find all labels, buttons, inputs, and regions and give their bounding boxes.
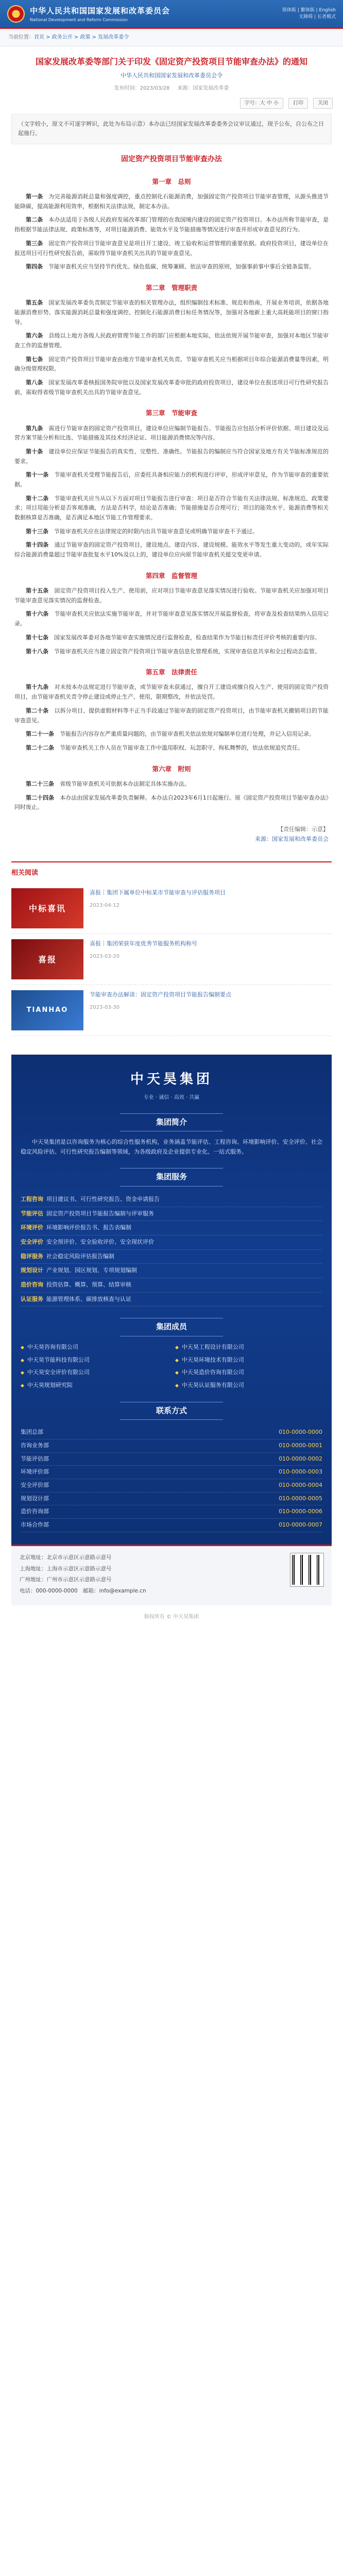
service-tag: 节能评估 bbox=[21, 1210, 43, 1217]
article-label: 第十四条 bbox=[26, 541, 49, 549]
company-advertisement bbox=[11, 1055, 332, 1544]
article-paragraph bbox=[14, 683, 329, 702]
document-tools bbox=[0, 98, 343, 114]
article-text: 本办法适用于各级人民政府发展改革部门管理的在我国境内建设的固定资产投资项目。本办法所称节能审查，是指根据节能法律法规、政策标准等，对项目能源消费、能效水平及节能措施等情况进行审查并形成审查意见的行为。 bbox=[14, 216, 329, 233]
related-thumbnail[interactable]: TIANHAO bbox=[11, 990, 83, 1030]
service-text: 投资估算、概算、预算、结算审核 bbox=[46, 1281, 131, 1289]
contact-name: 集团总部 bbox=[21, 1429, 43, 1436]
chapter-heading: 第一章 总则 bbox=[152, 177, 191, 185]
article-text: 国家发展改革委负责制定节能审查的相关管理办法，组织编制技术标准、规范和指南，开展业务培训，依据各地能源消费形势、落实能源消耗总量和强度调控、控制化石能源消费目标任务情况等，加强对各地新上重大高耗能项目的窗口指导。 bbox=[14, 299, 329, 326]
article-text: 节能审查机关工作人员在节能审查工作中滥用职权、玩忽职守、徇私舞弊的，依法依规追究责任。 bbox=[60, 744, 303, 751]
service-item bbox=[21, 1235, 322, 1250]
article-text: 节能报告内容存在严重质量问题的，由节能审查机关依法依规对编制单位进行处理，并记入信用记录。 bbox=[60, 731, 315, 738]
related-thumbnail[interactable]: 喜报 bbox=[11, 939, 83, 979]
regulation-title: 固定资产投资项目节能审查办法 bbox=[121, 155, 222, 164]
address-line-3: 广州地址：广州市示意区示意路示意号 bbox=[20, 1577, 112, 1583]
breadcrumb-path[interactable]: 首页 > 政务公开 > 政策 > 发展改革委令 bbox=[34, 35, 129, 40]
article-label: 第十二条 bbox=[26, 495, 49, 502]
contact-row bbox=[21, 1519, 322, 1532]
article-text: 县级以上地方各级人民政府管理节能工作的部门应根据本地实际，依法依规开展节能审查，加强对本地区节能审查工作的监督管理。 bbox=[14, 332, 329, 349]
article-paragraph bbox=[14, 633, 329, 643]
article-text: 固定资产投资项目节能审查由地方节能审查机关负责。节能审查机关应当根据项目年综合能源消费量等因素，明确分级管理权限。 bbox=[14, 355, 329, 372]
article-text: 节能审查机关应依法实施节能审查，并对节能审查意见落实情况开展监督检查，将审查及检查结果纳入信用记录。 bbox=[14, 611, 329, 628]
article-paragraph bbox=[14, 239, 329, 258]
site-title[interactable]: 中华人民共和国国家发展和改革委员会 bbox=[30, 6, 170, 15]
site-subtitle: National Development and Reform Commission bbox=[30, 18, 128, 23]
contact-phone[interactable]: 010-0000-0002 bbox=[279, 1455, 322, 1462]
article-text: 建设单位应保证节能报告的真实性、完整性、准确性。节能报告的编制应当符合国家及地方有关节能标准规范的要求。 bbox=[14, 448, 329, 465]
copyright: 版权所有 © 中天昊集团 bbox=[144, 1614, 199, 1620]
article-label: 第十七条 bbox=[26, 634, 48, 641]
article-label: 第四条 bbox=[26, 263, 43, 270]
contact-heading: 联系方式 bbox=[120, 1402, 223, 1420]
contact-row bbox=[21, 1493, 322, 1506]
article-text: 节能审查机关应当坚持节约优先、绿色低碳、统筹兼顾、依法审查的原则，加强事前事中事后全链条监管。 bbox=[48, 263, 315, 270]
related-text bbox=[90, 939, 197, 979]
article-text: 需进行节能审查的固定资产投资项目，建设单位应编制节能报告。节能报告应包括分析评价依据、项目建设及运营方案节能分析和比选、节能措施及其技术经济论证、项目能源消费情况等内容。 bbox=[14, 425, 329, 442]
article-label: 第六条 bbox=[26, 332, 43, 340]
site-title-group bbox=[25, 5, 170, 23]
member-item: ◆ 中天昊节能科技有限公司 bbox=[21, 1355, 168, 1365]
address-line-2: 上海地址：上海市示意区示意路示意号 bbox=[20, 1565, 112, 1572]
article-label: 第十三条 bbox=[26, 528, 48, 535]
related-text bbox=[90, 888, 226, 928]
article-text: 省级节能审查机关可依据本办法制定具体实施办法。 bbox=[60, 780, 190, 787]
article-text: 通过节能审查的固定资产投资项目，建设地点、建设内容、建设规模、能效水平等发生重大变动的，或年实际综合能源消费量超过节能审查批复水平10%及以上的，建设单位应向原节能审查机关提交变更申请。 bbox=[14, 541, 329, 558]
breadcrumb bbox=[0, 29, 343, 46]
article-label: 第七条 bbox=[26, 355, 43, 363]
service-tag: 环境评价 bbox=[21, 1224, 43, 1231]
document-meta bbox=[10, 84, 333, 93]
service-tag: 规划设计 bbox=[21, 1267, 43, 1274]
contact-name: 市场合作部 bbox=[21, 1521, 49, 1529]
article-paragraph bbox=[14, 647, 329, 657]
article-paragraph bbox=[14, 470, 329, 489]
close-button[interactable]: 关闭 bbox=[313, 98, 333, 109]
article-label: 第九条 bbox=[26, 425, 43, 432]
article-paragraph bbox=[14, 793, 329, 812]
article-paragraph bbox=[14, 706, 329, 725]
article-text: 以拆分项目、提供虚假材料等不正当手段通过节能审查的固定资产投资项目，由节能审查机关撤销项目的节能审查意见。 bbox=[14, 707, 329, 724]
article-text: 国家发展改革委对各地节能审查实施情况进行监督检查，检查结果作为节能目标责任评价考核的重要内容。 bbox=[54, 634, 320, 641]
article-label: 第十六条 bbox=[26, 611, 49, 618]
article-label: 第二十二条 bbox=[26, 744, 54, 751]
company-intro: 中天昊集团是以咨询服务为核心的综合性服务机构，业务涵盖节能评估、工程咨询、环境影响评价、安全评价、社会稳定风险评估、可行性研究报告编制等领域，为各级政府及企业提供专业化、一站式服务。 bbox=[21, 1139, 322, 1155]
accessibility-links[interactable]: 无障碍 | 长者模式 bbox=[299, 14, 336, 20]
article-text: 节能审查机关应在法律规定的时限内出具节能审查意见或明确节能审查不予通过。 bbox=[54, 528, 258, 535]
document-subtitle: 中华人民共和国国家发展和改革委员会令 bbox=[121, 72, 222, 79]
article-paragraph bbox=[14, 215, 329, 234]
related-item[interactable] bbox=[11, 883, 332, 934]
article-paragraph bbox=[14, 447, 329, 466]
contact-phone[interactable]: 010-0000-0003 bbox=[279, 1468, 322, 1476]
article-label: 第五条 bbox=[26, 299, 43, 307]
contact-name: 规划设计部 bbox=[21, 1495, 49, 1502]
article-text: 固定资产投资项目投入生产、使用前，应对项目节能审查意见落实情况进行验收。节能审查机关应加强对项目节能审查意见落实情况的监督检查。 bbox=[14, 587, 329, 604]
article-text: 国家发展改革委核报国务院审批以及国家发展改革委审批的政府投资项目，建设单位在报送项目可行性研究报告前，需取得省级节能审查机关出具的节能审查意见。 bbox=[14, 379, 329, 396]
service-tag: 安全评价 bbox=[21, 1239, 43, 1246]
member-item: ◆ 中天昊规划研究院 bbox=[21, 1381, 168, 1391]
contact-row bbox=[21, 1466, 322, 1479]
article-text: 为完善能源消耗总量和强度调控，重点控制化石能源消费，加强固定资产投资项目节能审查管理，从源头推进节能降碳，提高能源利用效率，根据相关法律法规，制定本办法。 bbox=[14, 193, 329, 210]
address-line-1: 北京地址：北京市示意区示意路示意号 bbox=[20, 1554, 112, 1561]
article-label: 第十九条 bbox=[26, 684, 49, 691]
qr-code-icon bbox=[290, 1553, 323, 1586]
service-text: 安全预评价、安全验收评价、安全现状评价 bbox=[46, 1239, 154, 1246]
contact-list bbox=[21, 1426, 322, 1532]
document-title: 国家发展改革委等部门关于印发《固定资产投资项目节能审查办法》的通知 bbox=[35, 57, 307, 66]
service-tag: 稳评服务 bbox=[21, 1252, 43, 1260]
article-paragraph bbox=[14, 355, 329, 374]
service-item bbox=[21, 1250, 322, 1264]
contact-name: 咨询业务部 bbox=[21, 1442, 49, 1449]
service-item bbox=[21, 1293, 322, 1307]
article-paragraph bbox=[14, 730, 329, 739]
related-title: 相关阅读 bbox=[11, 869, 39, 877]
article-label: 第十一条 bbox=[26, 471, 49, 479]
member-item: ◆ 中天昊工程设计有限公司 bbox=[175, 1343, 322, 1352]
service-item bbox=[21, 1221, 322, 1235]
related-text bbox=[90, 990, 231, 1030]
national-emblem-icon bbox=[7, 5, 25, 23]
contact-line: 电话：000-0000-0000 邮箱：info@example.cn bbox=[20, 1588, 146, 1595]
publish-date: 发布时间：2023/03/28 bbox=[114, 85, 170, 91]
service-item bbox=[21, 1193, 322, 1207]
related-link[interactable]: 喜报｜集团荣获年度优秀节能服务机构称号 bbox=[90, 940, 197, 947]
article-paragraph bbox=[14, 494, 329, 523]
document-source: 来源：国家发展和改革委员会 bbox=[255, 835, 329, 842]
article-label: 第二十三条 bbox=[26, 780, 54, 787]
language-links[interactable]: 简体版 | 繁体版 | English bbox=[282, 7, 336, 13]
article-text: 本办法由国家发展改革委负责解释。本办法自2023年6月1日起施行。原《固定资产投资项目节能审查办法》同时废止。 bbox=[14, 794, 329, 811]
company-slogan: 专业 · 诚信 · 高效 · 共赢 bbox=[143, 1094, 200, 1100]
member-item: ◆ 中天昊认证服务有限公司 bbox=[175, 1381, 322, 1391]
related-list bbox=[11, 883, 332, 1036]
article-text: 节能审查机关应当建立固定资产投资项目节能审查信息化管理系统，实现审查信息共享和全过程动态监管。 bbox=[54, 648, 320, 655]
contact-row bbox=[21, 1439, 322, 1453]
document-footer bbox=[0, 817, 343, 847]
article-label: 第二十四条 bbox=[26, 794, 55, 801]
contact-name: 节能评估部 bbox=[21, 1455, 49, 1462]
related-date: 2023-03-20 bbox=[90, 954, 120, 960]
member-item: ◆ 中天昊造价咨询有限公司 bbox=[175, 1368, 322, 1378]
service-tag: 工程咨询 bbox=[21, 1195, 43, 1202]
chapter-heading: 第四章 监督管理 bbox=[145, 571, 197, 580]
related-link[interactable]: 节能审查办法解读：固定资产投资项目节能报告编制要点 bbox=[90, 991, 231, 998]
article-paragraph bbox=[14, 540, 329, 560]
member-item: ◆ 中天昊咨询有限公司 bbox=[21, 1343, 168, 1352]
contact-name: 环境评价部 bbox=[21, 1468, 49, 1476]
related-link[interactable]: 喜报｜集团下属单位中标某市节能审查与评估服务项目 bbox=[90, 889, 226, 896]
publish-source: 来源：国家发展改革委 bbox=[177, 85, 229, 91]
article-text: 固定资产投资项目节能审查意见是项目开工建设、竣工验收和运营管理的重要依据。政府投资项目，建设单位在报送项目可行性研究报告前，需取得节能审查机关出具的节能审查意见。 bbox=[14, 240, 329, 257]
related-date: 2023-04-12 bbox=[90, 903, 120, 909]
article-paragraph bbox=[14, 609, 329, 629]
responsible-editor: 【责任编辑：示意】 bbox=[278, 825, 329, 833]
article-label: 第八条 bbox=[26, 379, 43, 386]
members-grid bbox=[21, 1343, 322, 1391]
article-paragraph bbox=[14, 586, 329, 605]
chapter-heading: 第五章 法律责任 bbox=[145, 668, 197, 676]
contact-phone[interactable]: 010-0000-0007 bbox=[279, 1521, 322, 1529]
article-label: 第二十一条 bbox=[26, 731, 54, 738]
bottom-info bbox=[11, 1545, 332, 1605]
article-text: 节能审查机关应当从以下方面对项目节能报告进行审查：项目是否符合节能有关法律法规、标准规范、政策要求；项目用能分析是否客观准确，方法是否科学，结论是否准确；节能措施是否合理可行；项目的能效水平、能源消费等相关数据核算是否准确，是否满足本地区节能工作管理要求。 bbox=[14, 495, 329, 521]
chapter-heading: 第六章 附则 bbox=[152, 765, 191, 773]
service-tag: 认证服务 bbox=[21, 1295, 43, 1302]
service-item bbox=[21, 1278, 322, 1293]
breadcrumb-prefix: 当前位置： bbox=[8, 35, 34, 40]
related-reading bbox=[11, 861, 332, 1036]
contact-phone[interactable]: 010-0000-0006 bbox=[279, 1508, 322, 1515]
chapter-heading: 第三章 节能审查 bbox=[145, 409, 197, 417]
service-text: 社会稳定风险评估报告编制 bbox=[46, 1252, 114, 1260]
service-item bbox=[21, 1207, 322, 1222]
site-header bbox=[0, 0, 343, 29]
services-list bbox=[21, 1193, 322, 1307]
related-item[interactable] bbox=[11, 985, 332, 1036]
service-text: 产业规划、园区规划、专项规划编制 bbox=[46, 1267, 137, 1274]
contact-phone[interactable]: 010-0000-0000 bbox=[279, 1429, 322, 1436]
article-label: 第三条 bbox=[26, 240, 43, 247]
document-header bbox=[0, 46, 343, 98]
contact-phone[interactable]: 010-0000-0004 bbox=[279, 1481, 322, 1488]
article-label: 第一条 bbox=[26, 193, 43, 200]
header-links bbox=[282, 7, 336, 20]
article-label: 第二条 bbox=[26, 216, 43, 224]
service-text: 固定资产投资项目节能报告编制与评审服务 bbox=[46, 1210, 154, 1217]
service-text: 能源管理体系、碳排放核查与认证 bbox=[46, 1295, 131, 1302]
intro-heading: 集团简介 bbox=[120, 1113, 223, 1132]
service-tag: 造价咨询 bbox=[21, 1281, 43, 1289]
chapter-heading: 第二章 管理职责 bbox=[145, 283, 197, 292]
contact-name: 安全评价部 bbox=[21, 1481, 49, 1488]
article-body bbox=[0, 176, 343, 812]
article-label: 第十五条 bbox=[26, 587, 49, 595]
article-paragraph bbox=[14, 331, 329, 350]
article-paragraph bbox=[14, 298, 329, 327]
article-text: 节能审查机关受理节能报告后，应委托具备相应能力的机构进行评审，形成评审意见，作为节能审查的重要依据。 bbox=[14, 471, 329, 488]
article-text: 对未按本办法规定进行节能审查，或节能审查未获通过，擅自开工建设或擅自投入生产、使用的固定资产投资项目，由节能审查机关责令停止建设或停止生产、使用，限期整改，并依法处罚。 bbox=[14, 684, 329, 701]
article-paragraph bbox=[14, 527, 329, 537]
article-label: 第十八条 bbox=[26, 648, 48, 655]
font-size-control[interactable]: 字号：大 中 小 bbox=[240, 98, 283, 109]
print-button[interactable]: 打印 bbox=[288, 98, 308, 109]
article-label: 第十条 bbox=[26, 448, 43, 455]
service-item bbox=[21, 1264, 322, 1278]
document-notice: （文字较小，原文不可逐字辨识，此处为布局示意）本办法已经国家发展改革委委务会议审议通过，现予公布，自公布之日起施行。 bbox=[11, 114, 332, 144]
member-item: ◆ 中天昊安全评价有限公司 bbox=[21, 1368, 168, 1378]
services-heading: 集团服务 bbox=[120, 1168, 223, 1187]
article-paragraph bbox=[14, 262, 329, 272]
contact-phone[interactable]: 010-0000-0005 bbox=[279, 1495, 322, 1502]
related-thumbnail[interactable]: 中标喜讯 bbox=[11, 888, 83, 928]
article-paragraph bbox=[14, 779, 329, 789]
members-heading: 集团成员 bbox=[120, 1318, 223, 1336]
contact-row bbox=[21, 1479, 322, 1493]
article-paragraph bbox=[14, 378, 329, 397]
member-item: ◆ 中天昊环境技术有限公司 bbox=[175, 1355, 322, 1365]
contact-phone[interactable]: 010-0000-0001 bbox=[279, 1442, 322, 1449]
article-paragraph bbox=[14, 192, 329, 211]
service-text: 环境影响评价报告书、报告表编制 bbox=[46, 1224, 131, 1231]
company-brand: 中天昊集团 bbox=[130, 1072, 213, 1088]
contact-row bbox=[21, 1453, 322, 1466]
related-date: 2023-03-30 bbox=[90, 1005, 120, 1011]
contact-row bbox=[21, 1505, 322, 1519]
article-paragraph bbox=[14, 424, 329, 443]
contact-name: 造价咨询部 bbox=[21, 1508, 49, 1515]
contact-row bbox=[21, 1426, 322, 1439]
related-item[interactable] bbox=[11, 934, 332, 985]
service-text: 项目建议书、可行性研究报告、资金申请报告 bbox=[46, 1195, 160, 1202]
article-paragraph bbox=[14, 743, 329, 753]
article-label: 第二十条 bbox=[26, 707, 49, 714]
